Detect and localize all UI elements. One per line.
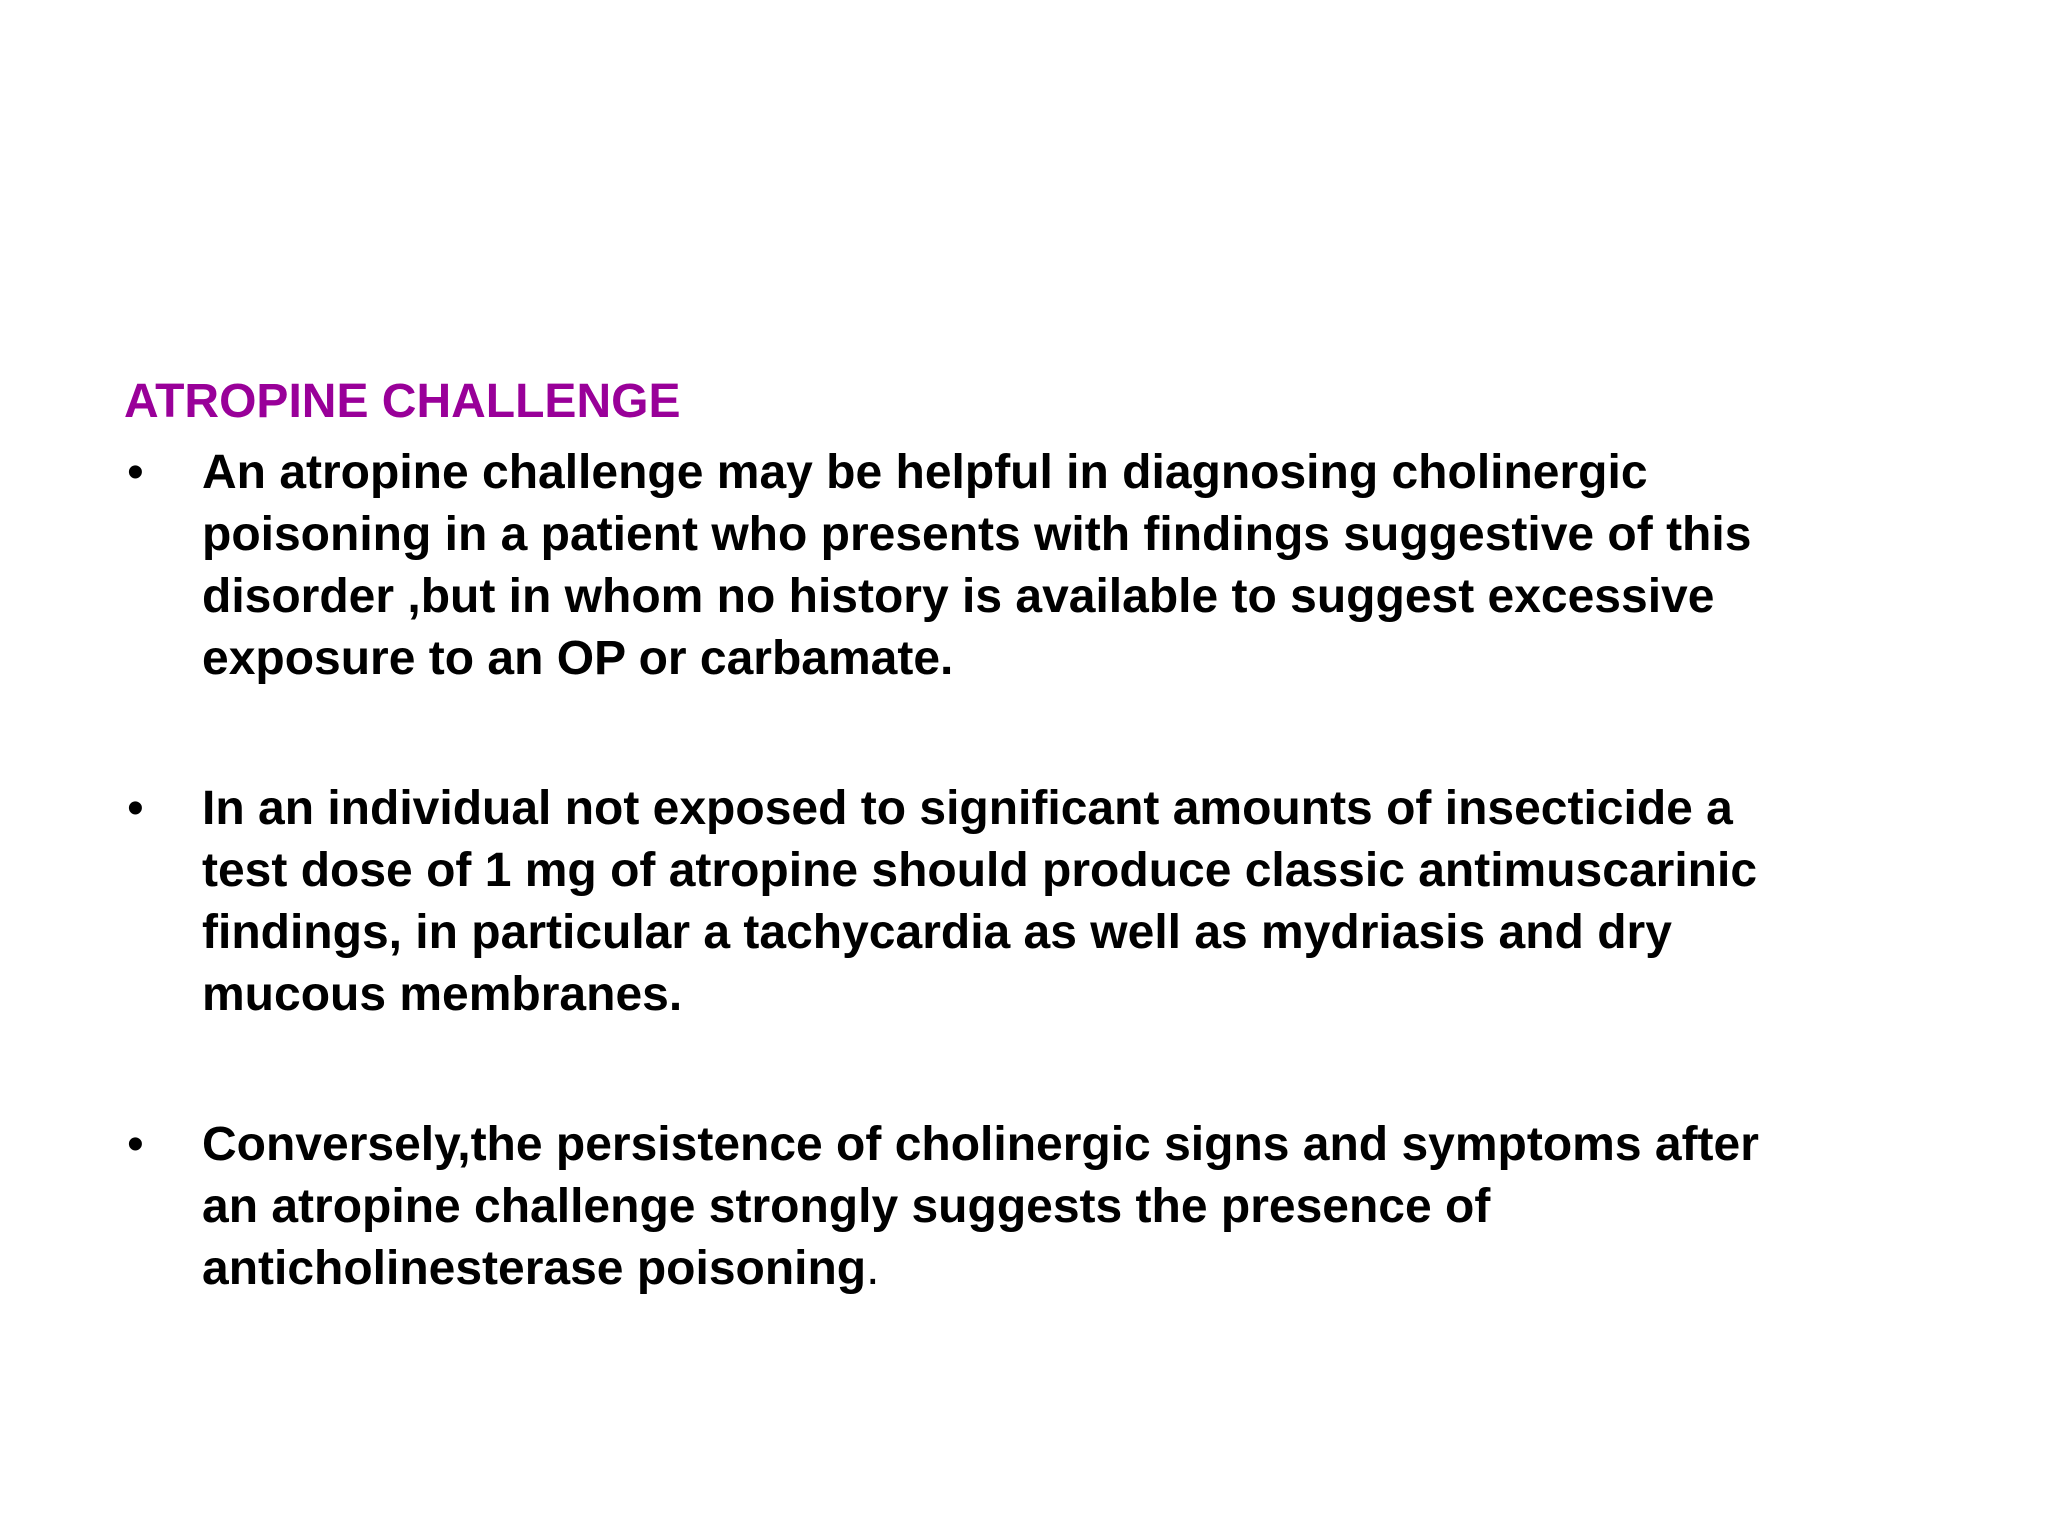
bullet-text: anticholinesterase poisoning (202, 1242, 867, 1295)
bullet-text-line: An atropine challenge may be helpful in diagnosing cholinergic (202, 446, 1648, 499)
bullet-tail-period: . (866, 1242, 880, 1295)
bullet-text-line: findings, in particular a tachycardia as well as mydriasis and dry (202, 906, 1672, 959)
bullet-list (124, 442, 1924, 1300)
slide-heading: ATROPINE CHALLENGE (124, 375, 681, 428)
bullet-text-line: disorder ,but in whom no history is available to suggest excessive (202, 570, 1715, 623)
bullet-item (124, 1114, 1924, 1300)
bullet-marker: • (127, 782, 144, 835)
bullet-text-line: Conversely,the persistence of cholinergic signs and symptoms after (202, 1118, 1759, 1171)
bullet-text-line: In an individual not exposed to significant amounts of insecticide a (202, 782, 1733, 835)
bullet-item (124, 442, 1924, 690)
bullet-text-line: mucous membranes. (202, 968, 683, 1021)
bullet-marker: • (127, 446, 144, 499)
bullet-text-line-last (202, 1238, 1924, 1300)
bullet-item (124, 778, 1924, 1026)
bullet-text-line: test dose of 1 mg of atropine should produce classic antimuscarinic (202, 844, 1758, 897)
bullet-marker: • (127, 1118, 144, 1171)
bullet-text-line: poisoning in a patient who presents with findings suggestive of this (202, 508, 1752, 561)
bullet-text-line: exposure to an OP or carbamate. (202, 632, 954, 685)
bullet-text-line: an atropine challenge strongly suggests the presence of (202, 1180, 1491, 1233)
